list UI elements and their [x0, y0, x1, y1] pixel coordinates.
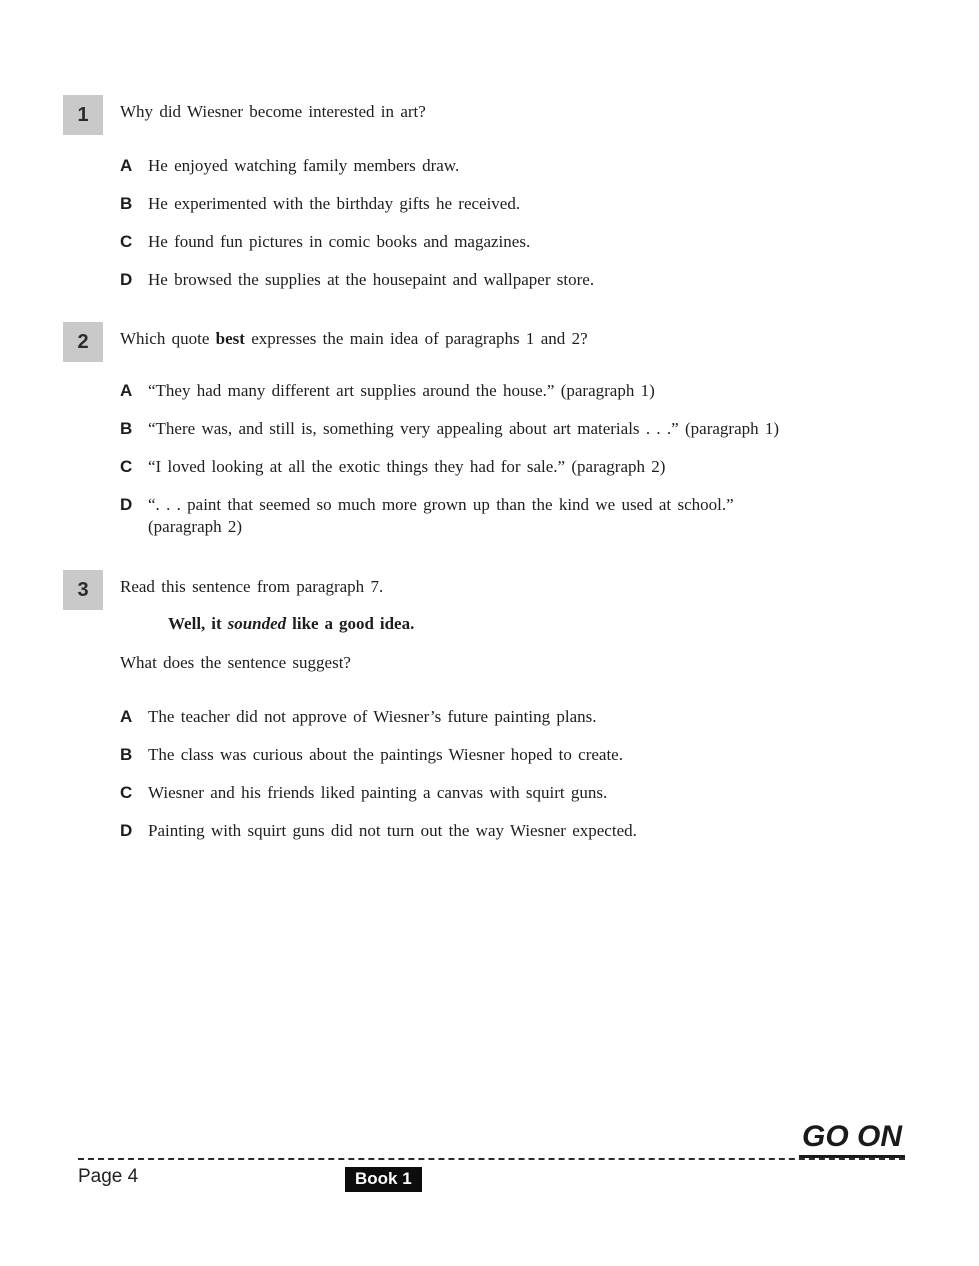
option-D [120, 269, 929, 291]
option-D [120, 494, 929, 538]
option-text: He enjoyed watching family members draw. [148, 156, 460, 175]
page-number: Page 4 [78, 1166, 139, 1187]
option-C [120, 456, 929, 478]
option-C [120, 782, 929, 804]
option-text: Painting with squirt guns did not turn out the way Wiesner expected. [148, 821, 637, 840]
stem-text: Which quote [120, 329, 216, 348]
option-text [148, 494, 734, 538]
question-1-header [63, 95, 929, 135]
option-B [120, 744, 929, 766]
quote-text: like a good idea. [286, 614, 415, 633]
question-1 [63, 95, 929, 307]
option-A [120, 155, 929, 177]
option-letter: C [120, 232, 133, 251]
options-list [120, 155, 929, 291]
stem-text: expresses the main idea of paragraphs 1 and 2? [244, 329, 588, 348]
option-B [120, 418, 929, 440]
question-stem [120, 322, 588, 350]
footer-dashed-divider [78, 1158, 905, 1160]
question-2-header [63, 322, 929, 362]
option-text: Wiesner and his friends liked painting a canvas with squirt guns. [148, 783, 608, 802]
option-letter: D [120, 495, 133, 514]
option-text: “There was, and still is, something very appealing about art materials . . .” (paragraph 1) [148, 419, 780, 438]
option-letter: A [120, 381, 133, 400]
question-number-box: 2 [63, 322, 103, 362]
option-letter: B [120, 745, 133, 764]
option-letter: D [120, 270, 133, 289]
question-followup: What does the sentence suggest? [120, 653, 351, 672]
option-letter: D [120, 821, 133, 840]
question-stem: Read this sentence from paragraph 7. [120, 577, 384, 596]
question-number-box: 3 [63, 570, 103, 610]
quote-text: Well, it [168, 614, 228, 633]
option-text: He experimented with the birthday gifts he received. [148, 194, 521, 213]
question-number-box: 1 [63, 95, 103, 135]
question-stem: Why did Wiesner become interested in art? [120, 102, 426, 121]
quoted-sentence [168, 613, 929, 635]
option-letter: B [120, 194, 133, 213]
option-text: He browsed the supplies at the housepaint and wallpaper store. [148, 270, 595, 289]
options-list [120, 706, 929, 842]
option-letter: A [120, 156, 133, 175]
option-C [120, 231, 929, 253]
option-A [120, 706, 929, 728]
option-text: The teacher did not approve of Wiesner’s future painting plans. [148, 707, 597, 726]
option-text: He found fun pictures in comic books and magazines. [148, 232, 531, 251]
option-letter: C [120, 783, 133, 802]
go-on-label: GO ON [799, 1120, 905, 1158]
book-badge: Book 1 [345, 1167, 422, 1192]
stem-bold-text: best [215, 329, 245, 348]
option-letter: A [120, 707, 133, 726]
option-text: The class was curious about the paintings Wiesner hoped to create. [148, 745, 623, 764]
question-3 [63, 570, 929, 858]
option-D [120, 820, 929, 842]
option-letter: B [120, 419, 133, 438]
option-letter: C [120, 457, 133, 476]
option-text: “They had many different art supplies around the house.” (paragraph 1) [148, 381, 655, 400]
question-2 [63, 322, 929, 554]
options-list [120, 380, 929, 538]
question-3-header [63, 570, 929, 610]
quote-italic-text: sounded [227, 614, 287, 633]
option-text-line2: (paragraph 2) [148, 517, 243, 536]
option-A [120, 380, 929, 402]
option-text: “I loved looking at all the exotic things they had for sale.” (paragraph 2) [148, 457, 666, 476]
option-B [120, 193, 929, 215]
option-text-line1: “. . . paint that seemed so much more grown up than the kind we used at school.” [148, 495, 734, 514]
